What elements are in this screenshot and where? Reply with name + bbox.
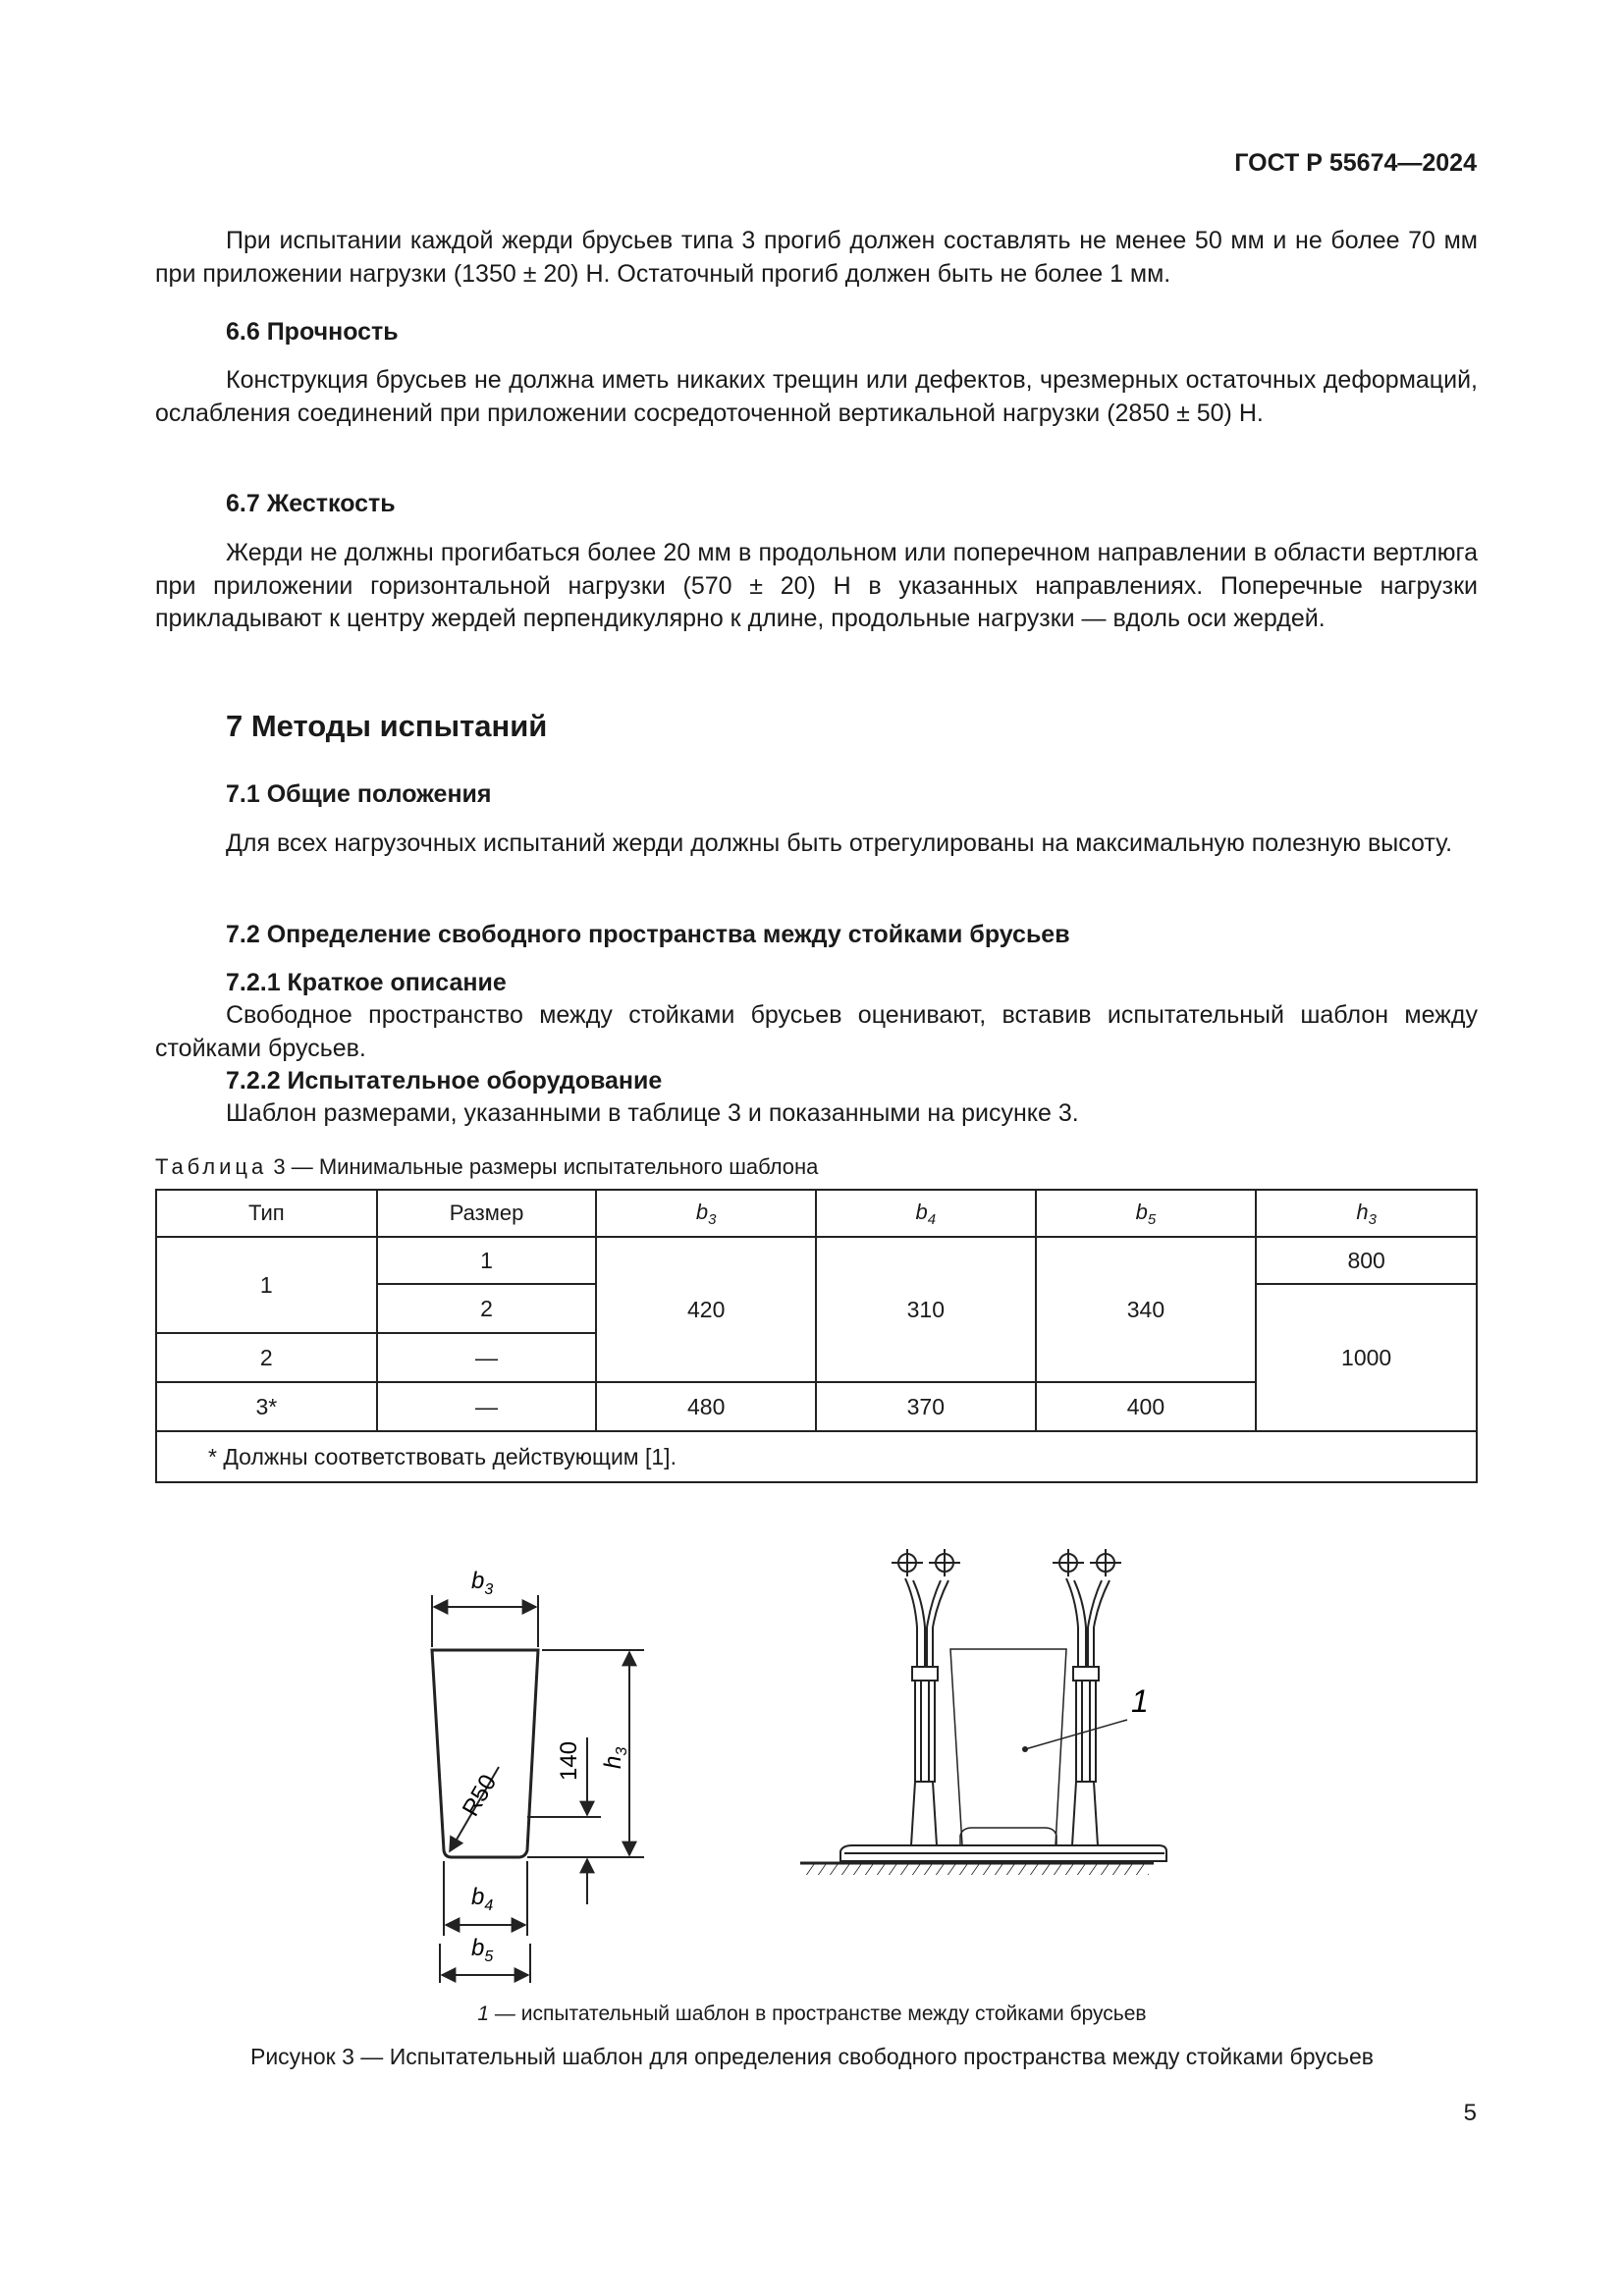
label-140: 140 (556, 1740, 582, 1781)
section-7-2-title: 7.2 Определение свободного пространства между стойками брусьев (226, 921, 1070, 948)
cell-b4-types12: 310 (816, 1237, 1036, 1382)
document-number: ГОСТ Р 55674—2024 (1234, 149, 1477, 177)
cell-size-type3: — (377, 1382, 597, 1431)
cell-b4-type3: 370 (816, 1382, 1036, 1431)
header-type: Тип (156, 1190, 377, 1237)
figure-3-drawing (0, 1512, 1624, 1983)
cell-h3-other: 1000 (1256, 1284, 1477, 1431)
section-6-6-text: Конструкция брусьев не должна иметь никаких трещин или дефектов, чрезмерных остаточных деформаций, ослабления соединений при приложении сосредоточенной вертикальной нагрузки (2850 ± 50) Н. (155, 366, 1478, 427)
cell-type-1: 1 (156, 1237, 377, 1333)
table-caption-prefix: Таблица (155, 1154, 268, 1179)
table-row (156, 1237, 1477, 1284)
section-7-title: 7 Методы испытаний (226, 709, 548, 743)
label-b4: $b_4$ (471, 1884, 494, 1914)
label-r50: R50 (457, 1770, 503, 1821)
header-b3: $b_3$ (596, 1190, 816, 1237)
table-caption-rest: 3 — Минимальные размеры испытательного шаблона (273, 1154, 819, 1179)
cell-type-2: 2 (156, 1333, 377, 1382)
section-7-2-1-title: 7.2.1 Краткое описание (226, 969, 507, 996)
section-7-2-2-title: 7.2.2 Испытательное оборудование (226, 1067, 663, 1095)
header-size: Размер (377, 1190, 597, 1237)
template-outline (432, 1650, 538, 1857)
table-footnote-row (156, 1431, 1477, 1482)
table-footnote: * Должны соответствовать действующим [1]. (156, 1431, 1477, 1482)
cell-b5-type3: 400 (1036, 1382, 1257, 1431)
cell-h3-size1: 800 (1256, 1237, 1477, 1284)
label-b5: $b_5$ (471, 1935, 494, 1965)
template-dimension-drawing (432, 1595, 644, 1983)
dimensions-table (155, 1189, 1478, 1483)
header-b5: $b_5$ (1036, 1190, 1257, 1237)
cell-size-type2: — (377, 1333, 597, 1382)
cell-type-3: 3* (156, 1382, 377, 1431)
label-item-1: 1 (1131, 1683, 1149, 1719)
section-6-6-title: 6.6 Прочность (226, 318, 399, 346)
label-h3: $h_3$ (600, 1746, 630, 1769)
intro-paragraph: При испытании каждой жерди брусьев типа 3 прогиб должен составлять не менее 50 мм и не более 70 мм при приложении нагрузки (1350 ± 20) Н. Остаточный прогиб должен быть не более 1 мм. (155, 227, 1478, 288)
section-6-7-text: Жерди не должны прогибаться более 20 мм в продольном или поперечном направлении в области вертлюга при приложении горизонтальной нагрузки (570 ± 20) Н в указанных направлениях. Поперечные нагрузки прикладывают к центру жердей перпендикулярно к длине, продольные нагрузки — вдоль оси жердей. (155, 539, 1478, 632)
section-7-1-text: Для всех нагрузочных испытаний жерди должны быть отрегулированы на максимальную полезную высоту. (226, 829, 1453, 857)
figure-caption: Рисунок 3 — Испытательный шаблон для определения свободного пространства между стойками брусьев (249, 2044, 1374, 2069)
header-b4: $b_4$ (816, 1190, 1036, 1237)
cell-size-1: 1 (377, 1237, 597, 1284)
section-7-1-title: 7.1 Общие положения (226, 780, 492, 808)
cell-b3-type3: 480 (596, 1382, 816, 1431)
page-number: 5 (1463, 2100, 1477, 2126)
section-7-2-1-text: Свободное пространство между стойками брусьев оценивают, вставив испытательный шаблон между стойками брусьев. (155, 1001, 1478, 1062)
parallel-bars-drawing (800, 1549, 1166, 1875)
cell-b3-types12: 420 (596, 1237, 816, 1382)
template-in-bars (950, 1649, 1066, 1845)
section-7-2-2-text: Шаблон размерами, указанными в таблице 3 и показанными на рисунке 3. (226, 1099, 1079, 1127)
header-h3: $h_3$ (1256, 1190, 1477, 1237)
table-caption (155, 1154, 818, 1180)
cell-b5-types12: 340 (1036, 1237, 1257, 1382)
figure-legend-number: 1 (477, 2002, 490, 2025)
section-6-7-title: 6.7 Жесткость (226, 490, 396, 517)
figure-legend-text: — испытательный шаблон в пространстве между стойками брусьев (489, 2002, 1147, 2025)
table-header-row (156, 1190, 1477, 1237)
label-b3: $b_3$ (471, 1568, 494, 1598)
cell-size-2: 2 (377, 1284, 597, 1333)
figure-legend (0, 2002, 1624, 2026)
